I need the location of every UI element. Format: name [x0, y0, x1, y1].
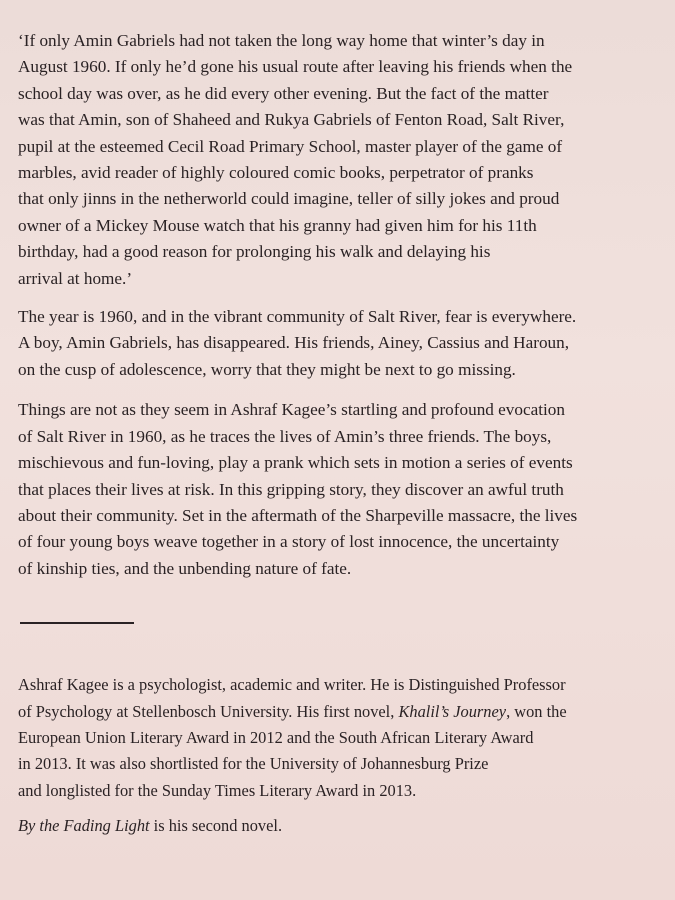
opening-quote — [18, 28, 661, 292]
book-title: By the Fading Light — [18, 816, 150, 836]
quote-line: ‘If only Amin Gabriels had not taken the long way home that winter’s day in — [18, 31, 545, 50]
bio-line: and longlisted for the Sunday Times Literary Award in 2013. — [18, 780, 417, 800]
closing-text: is his second novel. — [149, 816, 283, 836]
bio-text: of Psychology at Stellenbosch University. His first novel, — [18, 701, 395, 721]
quote-line: school day was over, as he did every other evening. But the fact of the matter — [18, 83, 549, 103]
paragraph-line: of kinship ties, and the unbending nature of fate. — [18, 558, 352, 578]
quote-line: owner of a Mickey Mouse watch that his granny had given him for his 11th — [18, 215, 537, 235]
paragraph-line: about their community. Set in the aftermath of the Sharpeville massacre, the lives — [18, 505, 578, 525]
synopsis-paragraph-1 — [18, 304, 661, 383]
quote-line: was that Amin, son of Shaheed and Rukya Gabriels of Fenton Road, Salt River, — [18, 110, 565, 130]
synopsis-paragraph-2 — [18, 397, 661, 582]
bio-text: , won the — [506, 701, 567, 721]
paragraph-line: mischievous and fun-loving, play a prank which sets in motion a series of events — [18, 453, 573, 473]
bio-line: in 2013. It was also shortlisted for the University of Johannesburg Prize — [18, 754, 489, 774]
paragraph-line: of four young boys weave together in a story of lost innocence, the uncertainty — [18, 532, 560, 552]
paragraph-line: Things are not as they seem in Ashraf Kagee’s startling and profound evocation — [18, 400, 565, 420]
quote-line: August 1960. If only he’d gone his usual route after leaving his friends when the — [18, 57, 573, 77]
paragraph-line: of Salt River in 1960, as he traces the lives of Amin’s three friends. The boys, — [18, 426, 552, 446]
first-novel-title: Khalil’s Journey — [398, 701, 507, 721]
quote-line: that only jinns in the netherworld could imagine, teller of silly jokes and proud — [18, 189, 560, 209]
bio-line: European Union Literary Award in 2012 and the South African Literary Award — [18, 727, 534, 747]
quote-line: marbles, avid reader of highly coloured comic books, perpetrator of pranks — [18, 163, 534, 183]
paragraph-line: The year is 1960, and in the vibrant community of Salt River, fear is everywhere. — [18, 307, 577, 327]
bio-line: Ashraf Kagee is a psychologist, academic and writer. He is Distinguished Professor — [18, 675, 566, 695]
author-bio — [18, 672, 661, 804]
closing-line — [18, 814, 661, 838]
quote-line: birthday, had a good reason for prolonging his walk and delaying his — [18, 242, 491, 262]
section-divider — [20, 622, 134, 624]
bio-line — [18, 699, 661, 725]
paragraph-line: that places their lives at risk. In this gripping story, they discover an awful truth — [18, 479, 564, 499]
paragraph-line: on the cusp of adolescence, worry that they might be next to go missing. — [18, 359, 516, 379]
quote-line: arrival at home.’ — [18, 268, 133, 288]
paragraph-line: A boy, Amin Gabriels, has disappeared. His friends, Ainey, Cassius and Haroun, — [18, 333, 570, 353]
quote-line: pupil at the esteemed Cecil Road Primary School, master player of the game of — [18, 136, 563, 156]
